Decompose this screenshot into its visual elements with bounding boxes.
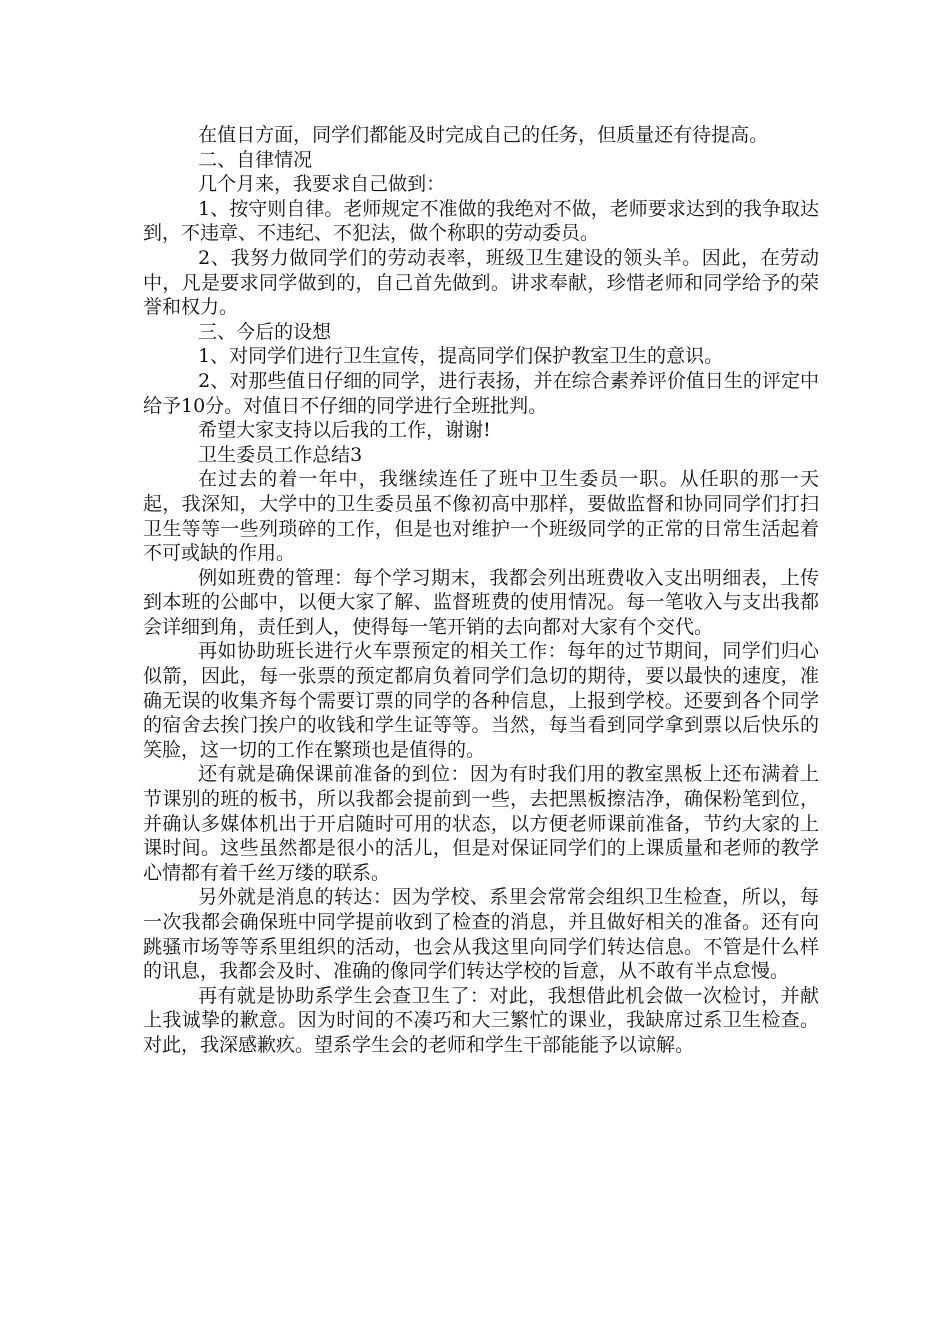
paragraph-hygiene-check: 再有就是协助系学生会查卫生了：对此，我想借此机会做一次检讨，并献上我诚挚的歉意。因为时间的不凑巧和大三繁忙的课业，我缺席过系卫生检查。对此，我深感歉疚。望系学生会的老师和学生干部能能予以谅解。: [143, 984, 819, 1056]
section-title-summary-3: 卫生委员工作总结3: [198, 443, 363, 466]
heading-future-plans: 三、今后的设想: [198, 320, 332, 343]
paragraph-class-fee: 例如班费的管理：每个学习期末，我都会列出班费收入支出明细表，上传到本班的公邮中，以便大家了解、监督班费的使用情况。每一笔收入与支出我都会详细到角，责任到人，使得每一笔开销的去向都对大家有个交代。: [143, 566, 819, 638]
paragraph-plan-2: 2、对那些值日仔细的同学，进行表扬，并在综合素养评价值日生的评定中给予10分。对值日不仔细的同学进行全班批判。: [143, 369, 819, 417]
paragraph-discipline-2: 2、我努力做同学们的劳动表率，班级卫生建设的领头羊。因此，在劳动中，凡是要求同学做到的，自己首先做到。讲求奉献，珍惜老师和同学给予的荣誉和权力。: [143, 246, 819, 319]
paragraph-train-tickets: 再如协助班长进行火车票预定的相关工作：每年的过节期间，同学们归心似箭，因此，每一张票的预定都肩负着同学们急切的期待，要以最快的速度，准确无误的收集齐每个需要订票的同学的各种信息，上报到学校。还要到各个同学的宿舍去挨门挨户的收钱和学生证等等。当然，每当看到同学拿到票以后快乐的笑脸，这一切的工作在繁琐也是值得的。: [143, 640, 819, 761]
paragraph-message-relay: 另外就是消息的转达：因为学校、系里会常常会组织卫生检查，所以，每一次我都会确保班中同学提前收到了检查的消息，并且做好相关的准备。还有向跳骚市场等等系里组织的活动，也会从我这里向同学们转达信息。不管是什么样的讯息，我都会及时、准确的像同学们转达学校的旨意，从不敢有半点怠慢。: [143, 886, 819, 983]
paragraph-discipline-1: 1、按守则自律。老师规定不准做的我绝对不做，老师要求达到的我争取达到，不违章、不违纪、不犯法，做个称职的劳动委员。: [143, 197, 819, 245]
document-body: [143, 123, 819, 1058]
paragraph-months-intro: 几个月来，我要求自己做到：: [198, 173, 446, 196]
paragraph-duty-quality: 在值日方面，同学们都能及时完成自己的任务，但质量还有待提高。: [198, 124, 769, 146]
paragraph-past-year: 在过去的着一年中，我继续连任了班中卫生委员一职。从任职的那一天起，我深知，大学中的卫生委员虽不像初高中那样，要做监督和协同同学们打扫卫生等等一些列琐碎的工作，但是也对维护一个班级同学的正常的日常生活起着不可或缺的作用。: [143, 468, 819, 565]
paragraph-class-prep: 还有就是确保课前准备的到位：因为有时我们用的教室黑板上还布满着上节课别的班的板书，所以我都会提前到一些，去把黑板擦洁净，确保粉笔到位，并确认多媒体机出于开启随时可用的状态，以方便老师课前准备，节约大家的上课时间。这些虽然都是很小的活儿，但是对保证同学们的上课质量和老师的教学心情都有着千丝万缕的联系。: [143, 763, 819, 884]
heading-self-discipline: 二、自律情况: [198, 148, 313, 171]
paragraph-plan-1: 1、对同学们进行卫生宣传，提高同学们保护教室卫生的意识。: [198, 345, 724, 368]
paragraph-thanks: 希望大家支持以后我的工作，谢谢!: [198, 419, 491, 442]
